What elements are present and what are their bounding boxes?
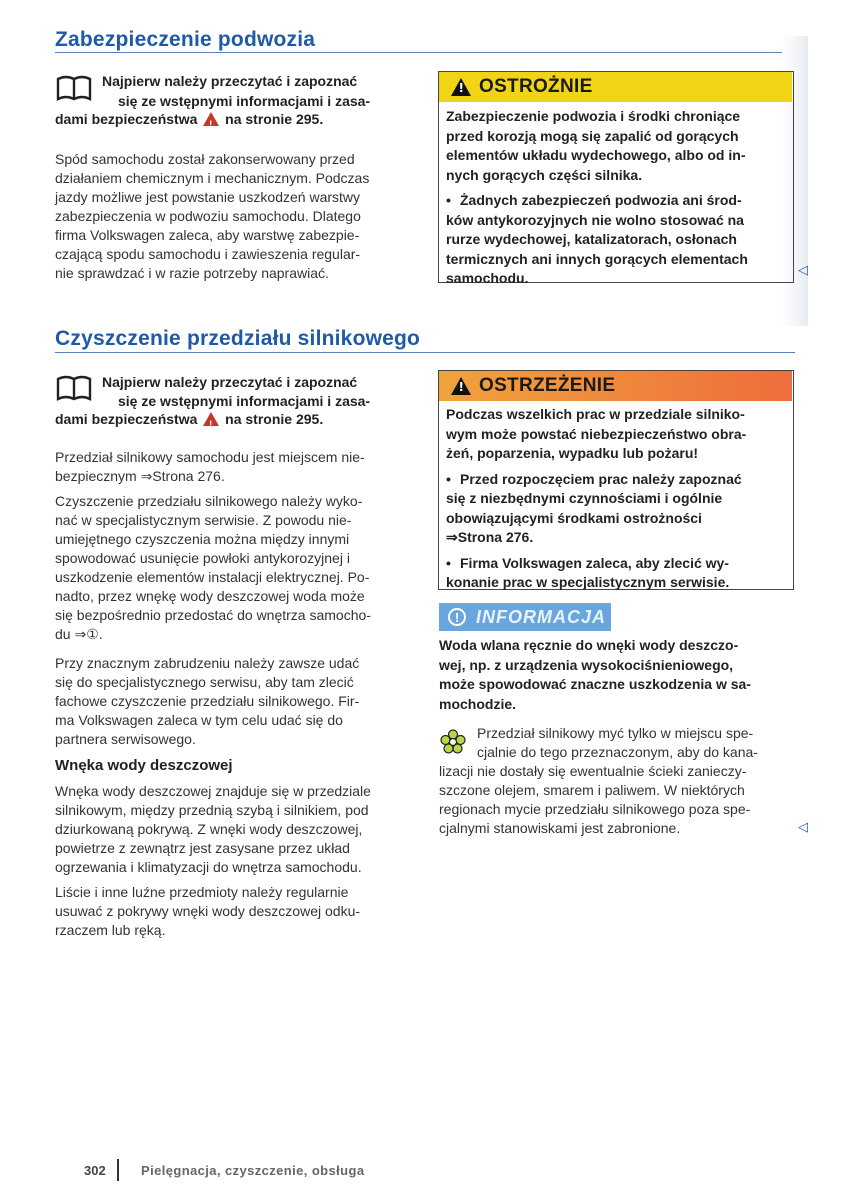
environment-note: Przedział silnikowy myć tylko w miejscu spe- cjalnie do tego przeznaczonym, aby do kana- lizacji nie dostały się ewentualnie ścieki zanieczy- szczone olejem, smarem i paliwem. W niektórych regionach mycie przedziału silnikowego poza spe- cjalnymi stanowiskami jest zabronione.	[439, 725, 758, 836]
title-rule	[55, 52, 795, 53]
intro-line-3: dami bezpieczeństwa ! na stronie 295.	[55, 110, 415, 130]
warning-header	[439, 371, 792, 401]
book-icon	[56, 375, 92, 401]
next-arrow-icon[interactable]: ◁	[798, 819, 808, 834]
caution-heading: OSTROŻNIE	[479, 76, 593, 97]
intro-line-2: się ze wstępnymi informacjami i zasa-	[118, 393, 371, 409]
info-header	[439, 603, 611, 631]
engine-para-3: Przy znacznym zabrudzeniu należy zawsze udać się do specjalistycznego serwisu, aby tam zlecić fachowe czyszczenie przedziału silnikowego. Fir- ma Volkswagen zaleca w tym celu udać się do partnera serwisowego.	[55, 655, 360, 747]
footer-divider	[117, 1159, 119, 1181]
section-title-underbody: Zabezpieczenie podwozia	[55, 28, 316, 51]
chapter-title: Pielęgnacja, czyszczenie, obsługa	[141, 1163, 365, 1178]
section-title-engine: Czyszczenie przedziału silnikowego	[55, 327, 421, 350]
caution-text: Zabezpieczenie podwozia i środki chroniące przed korozją mogą się zapalić od gorących elementów układu wydechowego, albo od in- nych gorących części silnika. • Żadnych zabezpieczeń podwozia ani środ- ków antykorozyjnych nie wolno stosować na rurze wydechowej, katalizatorach, osłonach termicznych ani innych gorących elementach samochodu.	[446, 108, 748, 286]
warning-triangle-icon	[203, 112, 219, 126]
engine-para-2: Czyszczenie przedziału silnikowego należy wyko- nać w specjalistycznym serwisie. Z powodu nie- umiejętnego czyszczenia można między innymi spowodować usunięcie powłoki antykorozyjnej i uszkodzenie elementów instalacji elektrycznej. Po- nadto, przez wnękę wody deszczowej woda może się bezpośrednio przedostać do wnętrza samocho- du ⇒①.	[55, 493, 371, 642]
caution-header	[439, 72, 792, 102]
page-number: 302	[84, 1163, 106, 1178]
warning-triangle-icon	[451, 377, 471, 395]
engine-para-4: Wnęka wody deszczowej znajduje się w przedziale silnikowym, między przednią szybą i silnikiem, pod dziurkowaną pokrywą. Z wnęki wody deszczowej, powietrze z zewnątrz jest zasysane przez układ ogrzewania i klimatyzacji do wnętrza samochodu.	[55, 783, 371, 875]
book-icon	[56, 75, 92, 101]
warning-text: Podczas wszelkich prac w przedziale silniko- wym może powstać niebezpieczeństwo obra- żeń, poparzenia, wypadku lub pożaru! • Przed rozpoczęciem prac należy zapoznać się z niezbędnymi czynnościami i ogólnie obowiązującymi środkami ostrożności ⇒Strona 276. • Firma Volkswagen zaleca, aby zlecić wy- konanie prac w specjalistycznym serwisie.	[446, 406, 747, 590]
title-rule	[55, 352, 795, 353]
warning-triangle-icon	[203, 412, 219, 426]
intro-line-1: Najpierw należy przeczytać i zapoznać	[102, 73, 358, 89]
intro-line-2: się ze wstępnymi informacjami i zasa-	[118, 93, 371, 109]
engine-para-1: Przedział silnikowy samochodu jest miejscem nie- bezpiecznym ⇒Strona 276.	[55, 449, 365, 484]
next-arrow-icon[interactable]: ◁	[798, 262, 808, 277]
intro-line-3: dami bezpieczeństwa ! na stronie 295.	[55, 410, 415, 430]
info-icon: !	[448, 608, 466, 626]
intro-line-1: Najpierw należy przeczytać i zapoznać	[102, 374, 358, 390]
engine-para-5: Liście i inne luźne przedmioty należy regularnie usuwać z pokrywy wnęki wody deszczowej odku- rzaczem lub ręką.	[55, 884, 361, 938]
info-heading: INFORMACJA	[476, 606, 606, 627]
warning-heading: OSTRZEŻENIE	[479, 375, 616, 396]
warning-triangle-icon	[451, 78, 471, 96]
subheading-water-box: Wnęka wody deszczowej	[55, 757, 233, 774]
info-text: Woda wlana ręcznie do wnęki wody deszczo- wej, np. z urządzenia wysokociśnieniowego, może spowodować znaczne uszkodzenia w sa- mochodzie.	[439, 637, 751, 712]
underbody-body: Spód samochodu został zakonserwowany przed działaniem chemicznym i mechanicznym. Podczas jazdy możliwe jest powstanie uszkodzeń warstwy zabezpieczenia w podwoziu samochodu. Dlatego firma Volkswagen zaleca, aby warstwę zabezpie- czającą spodu samochodu i zawieszenia regular- nie sprawdzać i w razie potrzeby naprawiać.	[55, 151, 370, 281]
